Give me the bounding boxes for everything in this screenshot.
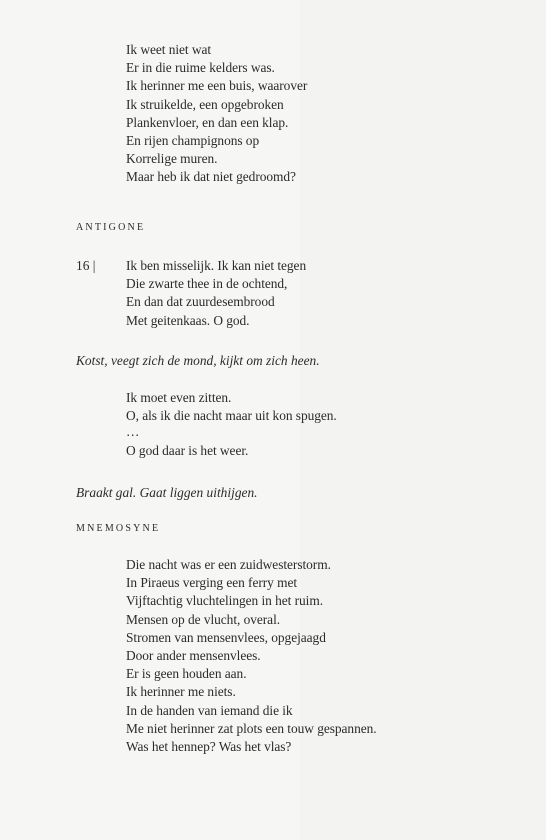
verse-line: Plankenvloer, en dan een klap. bbox=[126, 114, 289, 130]
speaker-name: MNEMOSYNE bbox=[76, 523, 161, 534]
verse-line: Met geitenkaas. O god. bbox=[126, 312, 250, 328]
stage-direction: Braakt gal. Gaat liggen uithijgen. bbox=[76, 485, 258, 500]
verse-line: Vijftachtig vluchtelingen in het ruim. bbox=[126, 593, 323, 609]
page-number: 16 | bbox=[76, 258, 96, 273]
verse-line: Er is geen houden aan. bbox=[126, 666, 247, 682]
verse-line: Die zwarte thee in de ochtend, bbox=[126, 276, 288, 292]
verse-line: In de handen van iemand die ik bbox=[126, 702, 293, 718]
speaker-name: ANTIGONE bbox=[76, 222, 146, 233]
verse-line: Stromen van mensenvlees, opgejaagd bbox=[126, 629, 326, 645]
verse-line: Was het hennep? Was het vlas? bbox=[126, 739, 292, 755]
verse-line: Er in die ruime kelders was. bbox=[126, 60, 275, 76]
verse-line: Ik herinner me een buis, waarover bbox=[126, 78, 308, 94]
verse-line: Ik moet even zitten. bbox=[126, 390, 232, 405]
verse-line: Door ander mensenvlees. bbox=[126, 648, 261, 664]
verse-line: Ik herinner me niets. bbox=[126, 684, 236, 700]
stanza-4 bbox=[126, 556, 377, 756]
verse-line: Korrelige muren. bbox=[126, 151, 218, 167]
verse-line: O, als ik die nacht maar uit kon spugen. bbox=[126, 408, 337, 424]
verse-line: En rijen champignons op bbox=[126, 133, 260, 149]
verse-line: En dan dat zuurdesembrood bbox=[126, 294, 275, 310]
verse-line: Ik ben misselijk. Ik kan niet tegen bbox=[126, 258, 307, 273]
verse-line: Me niet herinner zat plots een touw gespannen. bbox=[126, 720, 377, 736]
verse-line: Ik struikelde, een opgebroken bbox=[126, 96, 284, 112]
stanza-1 bbox=[126, 41, 307, 187]
stage-direction: Kotst, veegt zich de mond, kijkt om zich heen. bbox=[76, 353, 320, 368]
verse-line: Die nacht was er een zuidwesterstorm. bbox=[126, 557, 331, 572]
verse-line: O god daar is het weer. bbox=[126, 443, 249, 459]
verse-line: Ik weet niet wat bbox=[126, 42, 212, 57]
verse-line: Maar heb ik dat niet gedroomd? bbox=[126, 169, 296, 185]
verse-line: In Piraeus verging een ferry met bbox=[126, 575, 298, 591]
stanza-2 bbox=[126, 257, 306, 330]
stanza-3 bbox=[126, 389, 337, 461]
ellipsis-line: … bbox=[126, 424, 140, 440]
verse-line: Mensen op de vlucht, overal. bbox=[126, 611, 281, 627]
